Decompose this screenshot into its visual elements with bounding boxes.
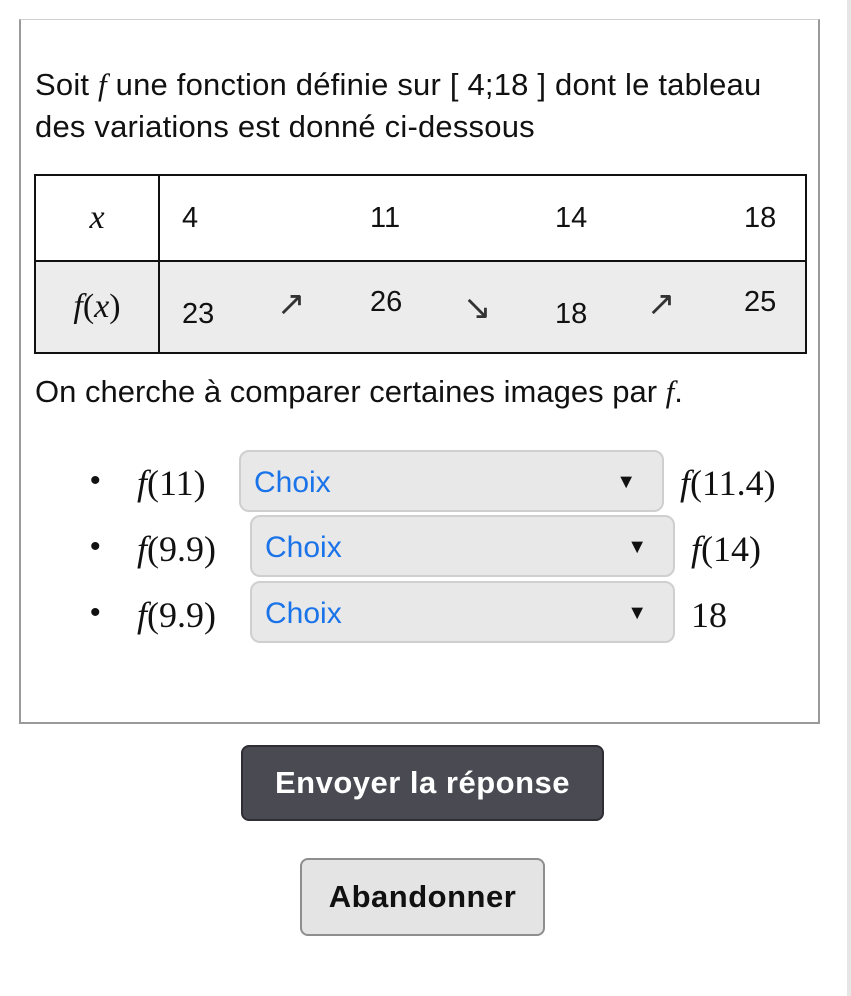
intro-f: f [98, 67, 107, 102]
select-value: Choix [254, 466, 331, 499]
bullet: • [90, 530, 101, 563]
abandon-button[interactable]: Abandonner [300, 858, 545, 936]
comparison-rhs: f(14) [691, 529, 761, 569]
comparison-select-3[interactable] [250, 581, 675, 643]
select-value: Choix [265, 597, 342, 630]
comparison-rhs: 18 [691, 595, 727, 635]
caret-down-icon: ▼ [616, 471, 636, 493]
variation-table [34, 174, 807, 354]
fx-value: 23 [182, 298, 215, 330]
fx-value: 25 [744, 286, 777, 318]
comparison-lhs: f(9.9) [137, 529, 216, 569]
fx-row [35, 261, 806, 353]
increasing-arrow-icon: ↗ [647, 285, 676, 323]
bullet: • [90, 596, 101, 629]
fx-values-cell [159, 261, 806, 353]
scrollbar-track[interactable] [847, 0, 851, 996]
intro-text [35, 64, 805, 148]
decreasing-arrow-icon: ↘ [463, 289, 492, 327]
select-value: Choix [265, 531, 342, 564]
fx-value: 18 [555, 298, 588, 330]
fx-header: f(x) [35, 261, 159, 353]
x-header: x [35, 175, 159, 261]
fx-value: 26 [370, 286, 403, 318]
intro-part2: une fonction définie sur [ 4;18 ] dont le tableau des variations est donné ci-dessous [35, 67, 762, 144]
comparison-select-1[interactable] [239, 450, 664, 512]
x-row [35, 175, 806, 261]
caret-down-icon: ▼ [627, 536, 647, 558]
comparison-lhs: f(11) [137, 463, 206, 503]
bullet: • [90, 464, 101, 497]
send-answer-button[interactable]: Envoyer la réponse [241, 745, 604, 821]
x-value: 11 [370, 202, 401, 234]
x-value: 18 [744, 202, 777, 234]
caret-down-icon: ▼ [627, 602, 647, 624]
comparison-rhs: f(11.4) [680, 463, 776, 503]
x-values-cell [159, 175, 806, 261]
increasing-arrow-icon: ↗ [277, 285, 306, 323]
intro-part1: Soit [35, 67, 99, 102]
x-value: 14 [555, 202, 588, 234]
comparison-select-2[interactable] [250, 515, 675, 577]
x-value: 4 [182, 202, 199, 234]
question-text: On cherche à comparer certaines images par f. [35, 374, 683, 409]
comparison-lhs: f(9.9) [137, 595, 216, 635]
question-f: f [665, 374, 675, 409]
